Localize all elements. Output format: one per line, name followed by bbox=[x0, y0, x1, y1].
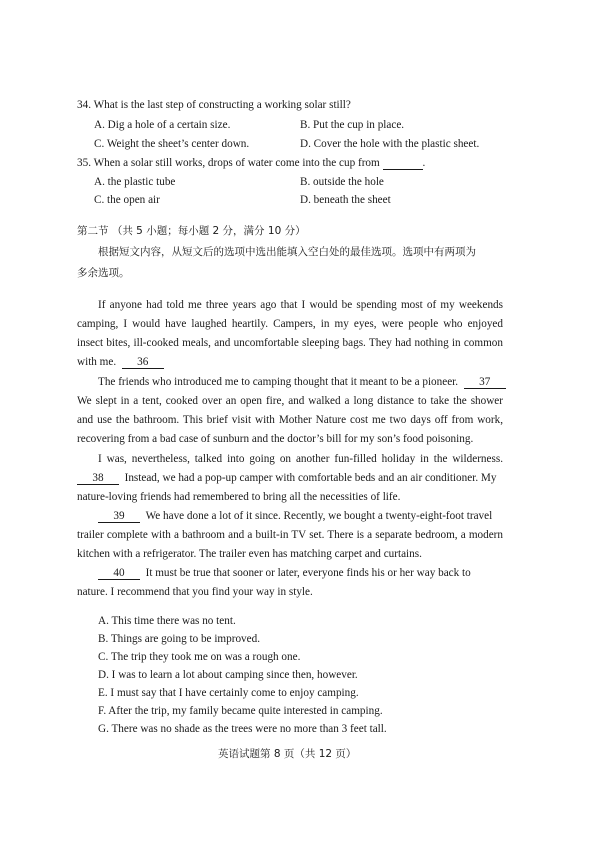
q34-option-d: D. Cover the hole with the plastic sheet. bbox=[300, 138, 480, 150]
passage-p4-line-1 bbox=[98, 509, 492, 523]
question-35-stem bbox=[77, 156, 425, 170]
page-footer: 英语试题第 8 页（共 12 页） bbox=[218, 748, 357, 760]
blank-37: 37 bbox=[464, 376, 506, 389]
q35-option-b: B. outside the hole bbox=[300, 176, 384, 188]
q35-answer-blank bbox=[383, 157, 423, 170]
passage-p1-line-3: insect bites, ill-cooked meals, and uncomfortable sleeping bags. They had nothing in common bbox=[77, 337, 503, 349]
blank-40: 40 bbox=[98, 567, 140, 580]
choice-c: C. The trip they took me on was a rough one. bbox=[98, 651, 301, 663]
question-34-stem: 34. What is the last step of constructing a working solar still? bbox=[77, 99, 351, 111]
passage-p1-end: with me. bbox=[77, 356, 117, 368]
passage-p3-cont: Instead, we had a pop-up camper with comfortable beds and an air conditioner. My bbox=[124, 472, 497, 484]
passage-p1-line-2: camping, I would have laughed heartily. Campers, in my eyes, were people who enjoyed bbox=[77, 318, 503, 330]
passage-p4-start: We have done a lot of it since. Recently, we bought a twenty-eight-foot travel bbox=[145, 510, 493, 522]
q35-stem-end: . bbox=[422, 157, 426, 169]
q35-option-c: C. the open air bbox=[94, 194, 160, 206]
q35-option-a: A. the plastic tube bbox=[94, 176, 176, 188]
q34-option-a: A. Dig a hole of a certain size. bbox=[94, 119, 231, 131]
passage-p1-line-4 bbox=[77, 355, 164, 369]
passage-p2-line-1 bbox=[98, 375, 506, 389]
passage-p4-line-3: kitchen with a refrigerator. The trailer even has matching carpet and curtains. bbox=[77, 548, 422, 560]
q34-option-b: B. Put the cup in place. bbox=[300, 119, 405, 131]
q35-stem-text: 35. When a solar still works, drops of water come into the cup from bbox=[77, 157, 383, 169]
passage-p2-line-3: and use the bathroom. This brief visit with Mother Nature cost me two days off from work, bbox=[77, 414, 503, 426]
blank-38: 38 bbox=[77, 472, 119, 485]
choice-a: A. This time there was no tent. bbox=[98, 615, 236, 627]
passage-p2-line-4: recovering from a bad case of sunburn and the doctor’s bill for my son’s food poisoning. bbox=[77, 433, 474, 445]
passage-p4-line-2: trailer complete with a bathroom and a built-in TV set. There is a separate bedroom, a modern bbox=[77, 529, 503, 541]
section-instruction-line-2: 多余选项。 bbox=[77, 267, 130, 279]
passage-p3-line-2 bbox=[77, 471, 496, 485]
q34-option-c: C. Weight the sheet’s center down. bbox=[94, 138, 250, 150]
choice-d: D. I was to learn a lot about camping since then, however. bbox=[98, 669, 358, 681]
passage-p3-line-3: nature-loving friends had remembered to bring all the necessities of life. bbox=[77, 491, 401, 503]
section-heading: 第二节 （共 5 小题；每小题 2 分，满分 10 分） bbox=[77, 225, 306, 237]
blank-36: 36 bbox=[122, 356, 164, 369]
section-instruction-line-1: 根据短文内容，从短文后的选项中选出能填入空白处的最佳选项。选项中有两项为 bbox=[98, 246, 476, 258]
blank-39: 39 bbox=[98, 510, 140, 523]
passage-p3-line-1: I was, nevertheless, talked into going on another fun-filled holiday in the wilderness. bbox=[98, 453, 503, 465]
passage-p1-line-1: If anyone had told me three years ago that I would be spending most of my weekends bbox=[98, 299, 503, 311]
passage-p5-line-1 bbox=[98, 566, 471, 580]
choice-b: B. Things are going to be improved. bbox=[98, 633, 260, 645]
passage-p2-line-2: We slept in a tent, cooked over an open fire, and walked a long distance to take the shower bbox=[77, 395, 503, 407]
q35-option-d: D. beneath the sheet bbox=[300, 194, 391, 206]
choice-e: E. I must say that I have certainly come to enjoy camping. bbox=[98, 687, 359, 699]
choice-f: F. After the trip, my family became quite interested in camping. bbox=[98, 705, 383, 717]
passage-p5-start: It must be true that sooner or later, everyone finds his or her way back to bbox=[145, 567, 471, 579]
passage-p2-start: The friends who introduced me to camping thought that it meant to be a pioneer. bbox=[98, 376, 459, 388]
passage-p5-line-2: nature. I recommend that you find your way in style. bbox=[77, 586, 313, 598]
choice-g: G. There was no shade as the trees were no more than 3 feet tall. bbox=[98, 723, 387, 735]
